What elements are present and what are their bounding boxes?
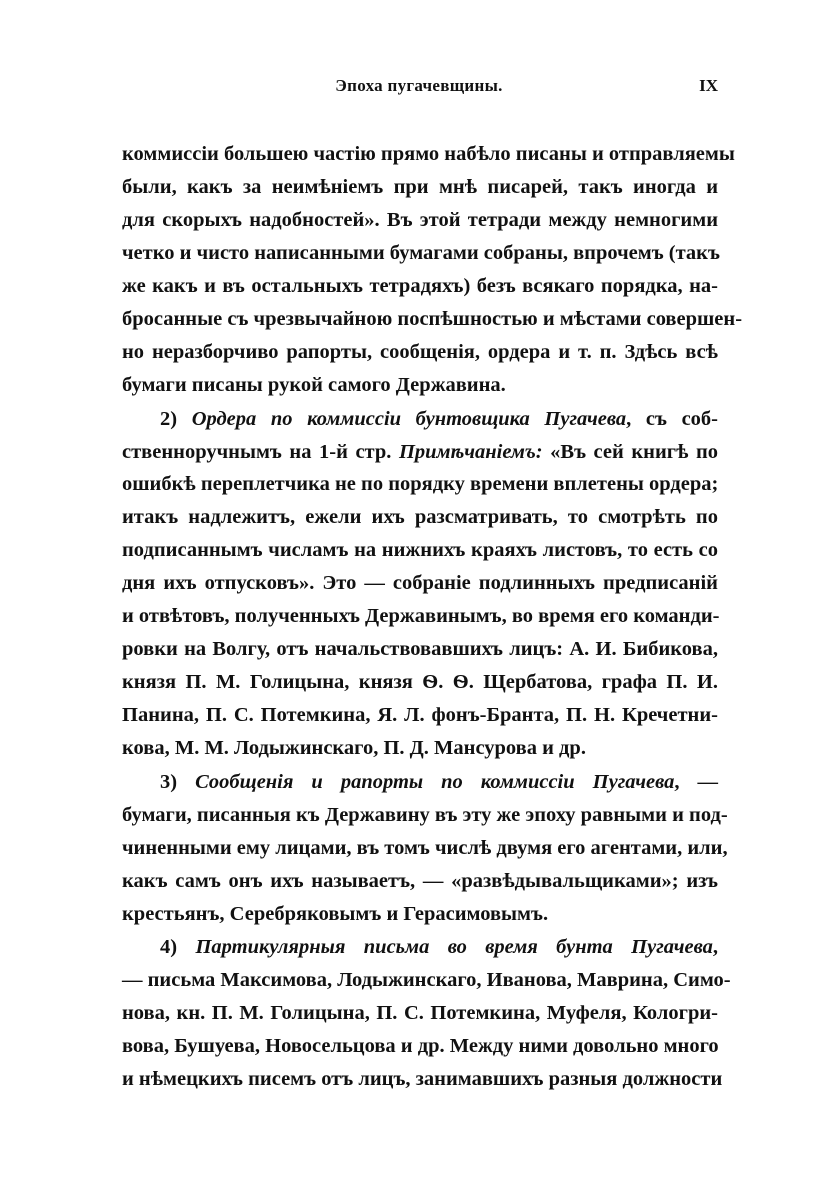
italic-heading: Партикулярныя письма во время бунта Пугачева <box>195 936 713 958</box>
text-line: бумаги писаны рукой самого Державина. <box>122 374 506 396</box>
italic-heading: Сообщенія и рапорты по коммиссіи Пугачева <box>195 771 675 793</box>
text-line: были, какъ за неимѣніемъ при мнѣ писарей, такъ иногда и <box>122 176 718 198</box>
text-line: четко и чисто написанными бумагами собраны, впрочемъ (такъ <box>122 242 720 264</box>
text-line: кова, М. М. Лодыжинскаго, П. Д. Мансурова и др. <box>122 737 586 759</box>
text-line: какъ самъ онъ ихъ называетъ, — «развѣдывальщиками»; изъ <box>122 870 718 892</box>
text-line: коммиссіи большею частію прямо набѣло писаны и отправляемы <box>122 143 735 165</box>
text-line: князя П. М. Голицына, князя Ѳ. Ѳ. Щербатова, графа П. И. <box>122 671 718 693</box>
text-line: Панина, П. С. Потемкина, Я. Л. фонъ-Бранта, П. Н. Кречетни- <box>122 704 718 726</box>
italic-heading: Примѣчаніемъ: <box>398 441 543 463</box>
page-header <box>120 76 718 100</box>
page-number: IX <box>699 76 718 95</box>
text-line: чиненными ему лицами, въ томъ числѣ двумя его агентами, или, <box>122 837 728 859</box>
running-title: Эпоха пугачевщины. <box>335 76 503 95</box>
text-line: ровки на Волгу, отъ начальствовавшихъ лицъ: А. И. Бибикова, <box>122 638 718 660</box>
text-line: дня ихъ отпусковъ». Это — собраніе подлинныхъ предписаній <box>122 572 718 594</box>
text-line: ственноручнымъ на 1-й стр. Примѣчаніемъ: «Въ сей книгѣ по <box>122 441 718 463</box>
text-line: и отвѣтовъ, полученныхъ Державинымъ, во время его команди- <box>122 605 720 627</box>
text-line: 3) Сообщенія и рапорты по коммиссіи Пугачева, — <box>160 771 718 793</box>
text-line: бросанные съ чрезвычайною поспѣшностью и мѣстами совершен- <box>122 308 743 330</box>
text-line: — письма Максимова, Лодыжинскаго, Иванова, Маврина, Симо- <box>122 969 731 991</box>
text-line: вова, Бушуева, Новосельцова и др. Между ними довольно много <box>122 1035 719 1057</box>
text-line: 4) Партикулярныя письма во время бунта Пугачева, <box>160 936 719 958</box>
text-line: крестьянъ, Серебряковымъ и Герасимовымъ. <box>122 903 549 925</box>
text-line: но неразборчиво рапорты, сообщенія, ордера и т. п. Здѣсь всѣ <box>122 341 718 363</box>
text-line: подписаннымъ числамъ на нижнихъ краяхъ листовъ, то есть со <box>122 539 718 561</box>
text-line: для скорыхъ надобностей». Въ этой тетради между немногими <box>122 209 718 231</box>
italic-heading: Ордера по коммиссіи бунтовщика Пугачева <box>191 408 627 430</box>
text-line: и нѣмецкихъ писемъ отъ лицъ, занимавшихъ разныя должности <box>122 1068 723 1090</box>
text-line: 2) Ордера по коммиссіи бунтовщика Пугачева, съ соб- <box>160 408 719 430</box>
text-line: нова, кн. П. М. Голицына, П. С. Потемкина, Муфеля, Кологри- <box>122 1002 718 1024</box>
text-line: итакъ надлежитъ, ежели ихъ разсматривать, то смотрѣть по <box>122 506 718 528</box>
text-line: же какъ и въ остальныхъ тетрадяхъ) безъ всякаго порядка, на- <box>122 275 718 297</box>
text-line: ошибкѣ переплетчика не по порядку времени вплетены ордера; <box>122 473 719 495</box>
text-line: бумаги, писанныя къ Державину въ эту же эпоху равными и под- <box>122 804 728 826</box>
